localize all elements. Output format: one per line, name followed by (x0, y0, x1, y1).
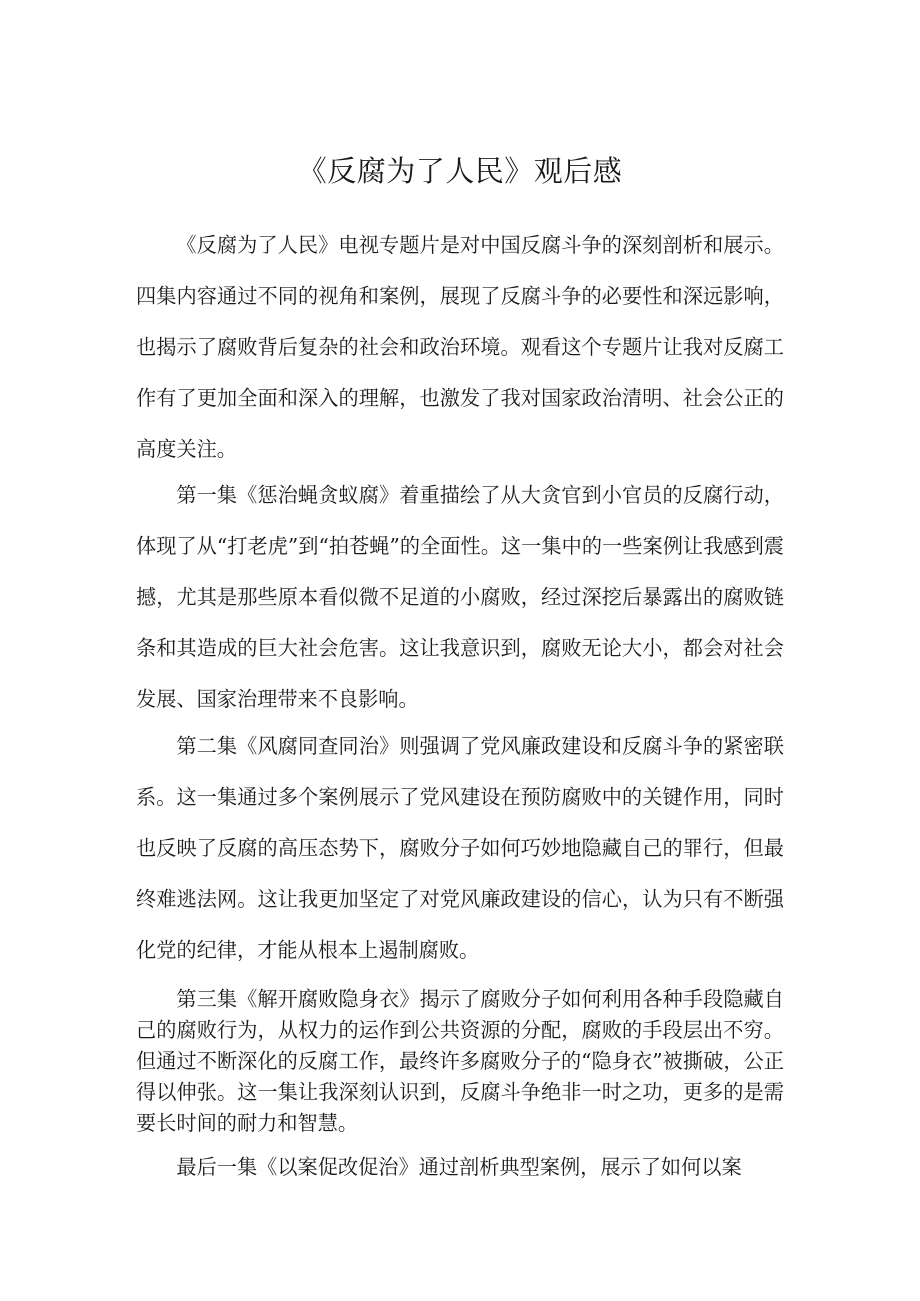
paragraph-intro: 《反腐为了人民》电视专题片是对中国反腐斗争的深刻剖析和展示。四集内容通过不同的视角和案例，展现了反腐斗争的必要性和深远影响，也揭示了腐败背后复杂的社会和政治环境。观看这个专题片让我对反腐工作有了更加全面和深入的理解，也激发了我对国家政治清明、社会公正的高度关注。 (136, 233, 784, 461)
document-title: 《反腐为了人民》观后感 (297, 154, 623, 188)
paragraph-episode-1: 第一集《惩治蝇贪蚁腐》着重描绘了从大贪官到小官员的反腐行动，体现了从“打老虎”到“拍苍蝇”的全面性。这一集中的一些案例让我感到震撼，尤其是那些原本看似微不足道的小腐败，经过深挖后暴露出的腐败链条和其造成的巨大社会危害。这让我意识到，腐败无论大小，都会对社会发展、国家治理带来不良影响。 (136, 483, 784, 711)
paragraph-episode-2: 第二集《风腐同查同治》则强调了党风廉政建设和反腐斗争的紧密联系。这一集通过多个案例展示了党风建设在预防腐败中的关键作用，同时也反映了反腐的高压态势下，腐败分子如何巧妙地隐藏自己的罪行，但最终难逃法网。这让我更加坚定了对党风廉政建设的信心，认为只有不断强化党的纪律，才能从根本上遏制腐败。 (136, 734, 784, 962)
paragraph-episode-4: 最后一集《以案促改促治》通过剖析典型案例，展示了如何以案 (176, 1155, 742, 1179)
paragraph-episode-3: 第三集《解开腐败隐身衣》揭示了腐败分子如何利用各种手段隐藏自己的腐败行为，从权力的运作到公共资源的分配，腐败的手段层出不穷。但通过不断深化的反腐工作，最终许多腐败分子的“隐身衣”被撕破，公正得以伸张。这一集让我深刻认识到，反腐斗争绝非一时之功，更多的是需要长时间的耐力和智慧。 (136, 987, 784, 1135)
